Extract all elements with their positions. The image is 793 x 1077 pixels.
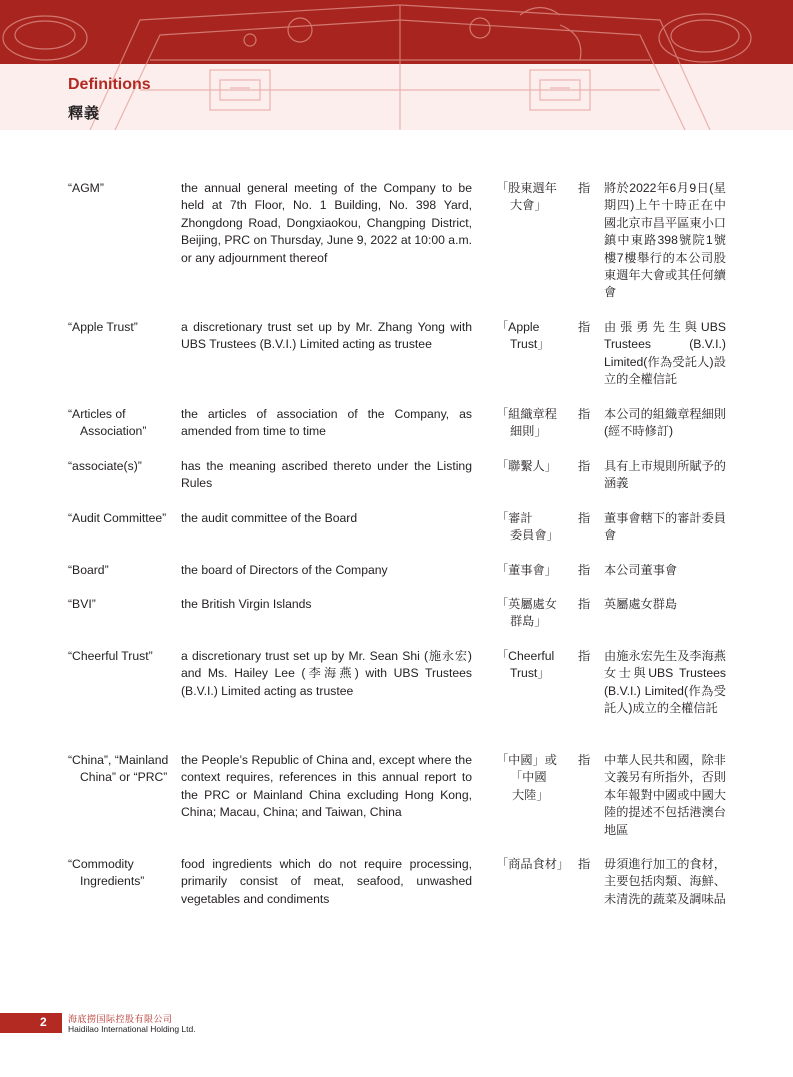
term-zh: 「中國」或 「中國 大陸」	[496, 753, 557, 802]
definition-en: the audit committee of the Board	[181, 511, 358, 525]
definition-zh: 由張勇先生與UBS Trustees (B.V.I.) Limited(作為受託人)設立的全權信託	[604, 320, 726, 387]
means-label: 指	[578, 753, 591, 767]
term-en: “Cheerful Trust”	[68, 649, 153, 663]
means-label: 指	[578, 563, 591, 577]
definition-zh: 具有上市規則所賦予的涵義	[604, 459, 726, 491]
term-zh: 「英屬處女 群島」	[496, 597, 557, 629]
term-en: “Apple Trust”	[68, 320, 138, 334]
definition-zh: 英屬處女群島	[604, 597, 678, 611]
definition-zh: 本公司董事會	[604, 563, 678, 577]
means-label: 指	[578, 511, 591, 525]
definition-zh: 本公司的組織章程細則(經不時修訂)	[604, 407, 726, 439]
means-label: 指	[578, 320, 591, 334]
term-zh: 「Cheerful Trust」	[496, 649, 555, 681]
term-en: “Board”	[68, 563, 109, 577]
term-zh: 「Apple Trust」	[496, 320, 550, 352]
footer-company-zh: 海底撈国际控股有限公司	[68, 1014, 173, 1024]
definition-en: a discretionary trust set up by Mr. Sean Shi (施永宏) and Ms. Hailey Lee (李海燕) with UBS Trustees (B.V.I.) Limited acting as trustee	[181, 649, 472, 698]
definition-en: has the meaning ascribed thereto under the Listing Rules	[181, 459, 472, 491]
means-label: 指	[578, 649, 591, 663]
term-zh: 「審計 委員會」	[496, 511, 559, 543]
definition-zh: 由施永宏先生及李海燕女士與UBS Trustees (B.V.I.) Limited(作為受託人)成立的全權信託	[604, 649, 726, 716]
definition-en: the British Virgin Islands	[181, 597, 312, 611]
term-zh: 「股東週年 大會」	[496, 181, 557, 213]
definition-zh: 中華人民共和國，除非文義另有所指外，否則本年報對中國或中國大陸的提述不包括港澳台地區	[604, 753, 726, 837]
means-label: 指	[578, 407, 591, 421]
definition-zh: 毋須進行加工的食材，主要包括肉類、海鮮、未清洗的蔬菜及調味品	[604, 857, 726, 906]
term-en: “associate(s)”	[68, 459, 142, 473]
definition-en: the annual general meeting of the Company to be held at 7th Floor, No. 1 Building, No. 398 Yard, Zhongdong Road, Dongxiaokou, Changping District, Beijing, PRC on Thursday, June 9, 2022 at 10:00 a.m. or any adjournment thereof	[181, 181, 472, 265]
hotpot-illustration	[0, 0, 793, 130]
definition-zh: 將於2022年6月9日(星期四)上午十時正在中國北京市昌平區東小口鎮中東路398號院1號樓7樓舉行的本公司股東週年大會或其任何續會	[604, 181, 726, 300]
definition-en: the articles of association of the Company, as amended from time to time	[181, 407, 472, 439]
definition-en: a discretionary trust set up by Mr. Zhang Yong with UBS Trustees (B.V.I.) Limited acting as trustee	[181, 320, 472, 352]
means-label: 指	[578, 181, 591, 195]
term-zh: 「組織章程 細則」	[496, 407, 557, 439]
term-zh: 「董事會」	[496, 563, 557, 577]
term-en: “BVI”	[68, 597, 96, 611]
means-label: 指	[578, 459, 591, 473]
term-en: “China”, “Mainland China” or “PRC”	[68, 753, 169, 785]
page-number: 2	[40, 1015, 47, 1029]
term-en: “AGM”	[68, 181, 104, 195]
means-label: 指	[578, 857, 591, 871]
footer-page-bar	[0, 1013, 62, 1033]
term-en: “Articles of Association”	[68, 407, 147, 439]
header-banner	[0, 0, 793, 130]
term-en: “Commodity Ingredients”	[68, 857, 145, 889]
page-title: Definitions	[68, 76, 151, 93]
means-label: 指	[578, 597, 591, 611]
term-en: “Audit Committee”	[68, 511, 167, 525]
term-zh: 「商品食材」	[496, 857, 570, 871]
page-title-zh: 釋義	[68, 105, 101, 122]
definition-zh: 董事會轄下的審計委員會	[604, 511, 726, 543]
definition-en: food ingredients which do not require processing, primarily consist of meat, seafood, unwashed vegetables and condiments	[181, 857, 472, 906]
definition-en: the board of Directors of the Company	[181, 563, 388, 577]
footer-company-en: Haidilao International Holding Ltd.	[68, 1024, 196, 1034]
term-zh: 「聯繫人」	[496, 459, 557, 473]
definition-en: the People’s Republic of China and, except where the context requires, references in this annual report to the PRC or Mainland China excluding Hong Kong, China; Macau, China; and Taiwan, China	[181, 753, 472, 820]
